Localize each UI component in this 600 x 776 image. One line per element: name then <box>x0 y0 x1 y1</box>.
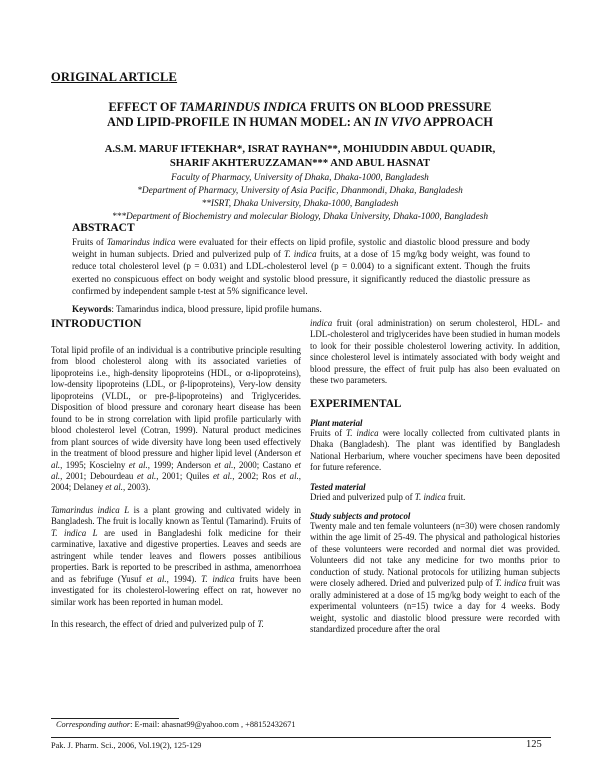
intro-continued: indica fruit (oral administration) on serum cholesterol, HDL- and LDL-cholesterol and triglycerides have been studied in human models to look for their possible cholesterol lowering activity. In addition, since cholesterol level is intimately associated with body weight and blood pressure, the effect of fruit pulp has also been evaluated on these two parameters. <box>310 318 560 386</box>
affiliation-2: *Department of Pharmacy, University of Asia Pacific, Dhanmondi, Dhaka, Bangladesh <box>137 186 463 196</box>
affiliation-3: **ISRT, Dhaka University, Dhaka-1000, Bangladesh <box>201 199 399 209</box>
keywords-label: Keywords <box>72 304 112 314</box>
introduction-heading: INTRODUCTION <box>51 318 142 330</box>
title-line-2: AND LIPID-PROFILE IN HUMAN MODEL: AN IN VIVO APPROACH <box>106 115 493 129</box>
keywords: Keywords: Tamarindus indica, blood pressure, lipid profile humans. <box>72 304 322 314</box>
study-protocol-heading: Study subjects and protocol <box>310 510 411 521</box>
affiliation-1: Faculty of Pharmacy, University of Dhaka, Dhaka-1000, Bangladesh <box>171 173 429 183</box>
intro-paragraph-1: Total lipid profile of an individual is a contributive principle resulting from blood cholesterol along with its associated varieties of lipoproteins i.e., high-density lipoproteins (HDL, or α-lipoproteins), low-density lipoproteins (LDL, or β-lipoproteins), Very-low density lipoproteins (VLDL, or pre-β-lipoproteins) and Triglycerides. Disposition of blood pressure and coronary heart disease has been found to be in strong correlation with lipid profile particularly with blood cholesterol level (Cotran, 1999). Natural product medicines from plant sources of wide diversity have long been used effectively in the treatment of blood pressure and higher lipid level (Anderson et al., 1995; Koscielny et al., 1999; Anderson et al., 2000; Castano et al., 2001; Debourdeau et al., 2001; Quiles et al., 2002; Ros et al., 2004; Delaney et al., 2003). <box>51 345 302 493</box>
article-title <box>60 100 540 130</box>
page-number: 125 <box>526 739 542 750</box>
abstract-heading: ABSTRACT <box>72 222 135 234</box>
left-column <box>51 318 301 630</box>
tested-material-text: Dried and pulverized pulp of T. indica fruit. <box>310 491 466 502</box>
plant-material-heading: Plant material <box>310 417 363 428</box>
abstract-text: Fruits of Tamarindus indica were evaluated for their effects on lipid profile, systolic and diastolic blood pressure and body weight in human subjects. Dried and pulverized pulp of T. indica fruits, at a dose of 15 mg/kg body weight, was found to reduce total cholesterol level (p = 0.031) and LDL-cholesterol level (p = 0.004) to a significant extent. Though the fruits exerted no conspicuous effect on body weight and systolic blood pressure, it significantly reduced the diastolic pressure as confirmed by independent sample t-test at 5% significance level. <box>72 237 531 296</box>
plant-material-text: Fruits of T. indica were locally collected from cultivated plants in Dhaka (Bangladesh). The plant was identified by Bangladesh National Herbarium, where voucher specimens have been deposited for future reference. <box>310 427 560 473</box>
study-protocol-text: Twenty male and ten female volunteers (n=30) were chosen randomly within the age limit of 25-49. The physical and pathological histories of these volunteers were recorded and normal diet was provided. Volunteers did not take any medicine for two months prior to conduction of study. National protocols for utilizing human subjects were closely adhered. Dried and pulverized pulp of T. indica fruit was orally administered at a dose of 15 mg/kg body weight to each of the experimental volunteers (n=15) twice a day for 4 weeks. Body weight, systolic and diastolic blood pressure were recorded with standardized procedure after the oral <box>310 520 560 635</box>
title-line-1: EFFECT OF TAMARINDUS INDICA FRUITS ON BLOOD PRESSURE <box>108 100 492 114</box>
footer-divider <box>51 737 551 738</box>
intro-paragraph-2: Tamarindus indica L is a plant growing and cultivated widely in Bangladesh. The fruit is locally known as Tentul (Tamarind). Fruits of T. indica L are used in Bangladeshi folk medicine for their carminative, laxative and digestive properties. Leaves and seeds are astringent while tender leaves and flowers posses antibilious properties. Bark is reported to be prescribed in asthma, amenorrhoea and as febrifuge (Yusuf et al., 1994). T. indica fruits have been investigated for its cholesterol-lowering effect on rat, however no similar work has been reported in human model. <box>51 504 301 607</box>
article-type-label: ORIGINAL ARTICLE <box>51 70 178 84</box>
tested-material-heading: Tested material <box>310 481 366 492</box>
corresponding-author-footnote: Corresponding author: E-mail: ahasnat99@yahoo.com , +88152432671 <box>56 720 296 729</box>
experimental-heading: EXPERIMENTAL <box>310 397 402 410</box>
journal-citation: Pak. J. Pharm. Sci., 2006, Vol.19(2), 125-129 <box>51 741 202 750</box>
author-list <box>60 143 540 171</box>
footnote-divider <box>51 718 179 719</box>
intro-paragraph-3: In this research, the effect of dried and pulverized pulp of T. <box>51 618 264 629</box>
affiliations <box>60 172 540 224</box>
author-line-1: A.S.M. MARUF IFTEKHAR*, ISRAT RAYHAN**, MOHIUDDIN ABDUL QUADIR, <box>104 144 496 155</box>
right-column <box>310 318 560 636</box>
author-line-2: SHARIF AKHTERUZZAMAN*** AND ABUL HASNAT <box>169 158 431 169</box>
affiliation-4: ***Department of Biochemistry and molecular Biology, Dhaka University, Dhaka-1000, Bangladesh <box>112 212 488 222</box>
